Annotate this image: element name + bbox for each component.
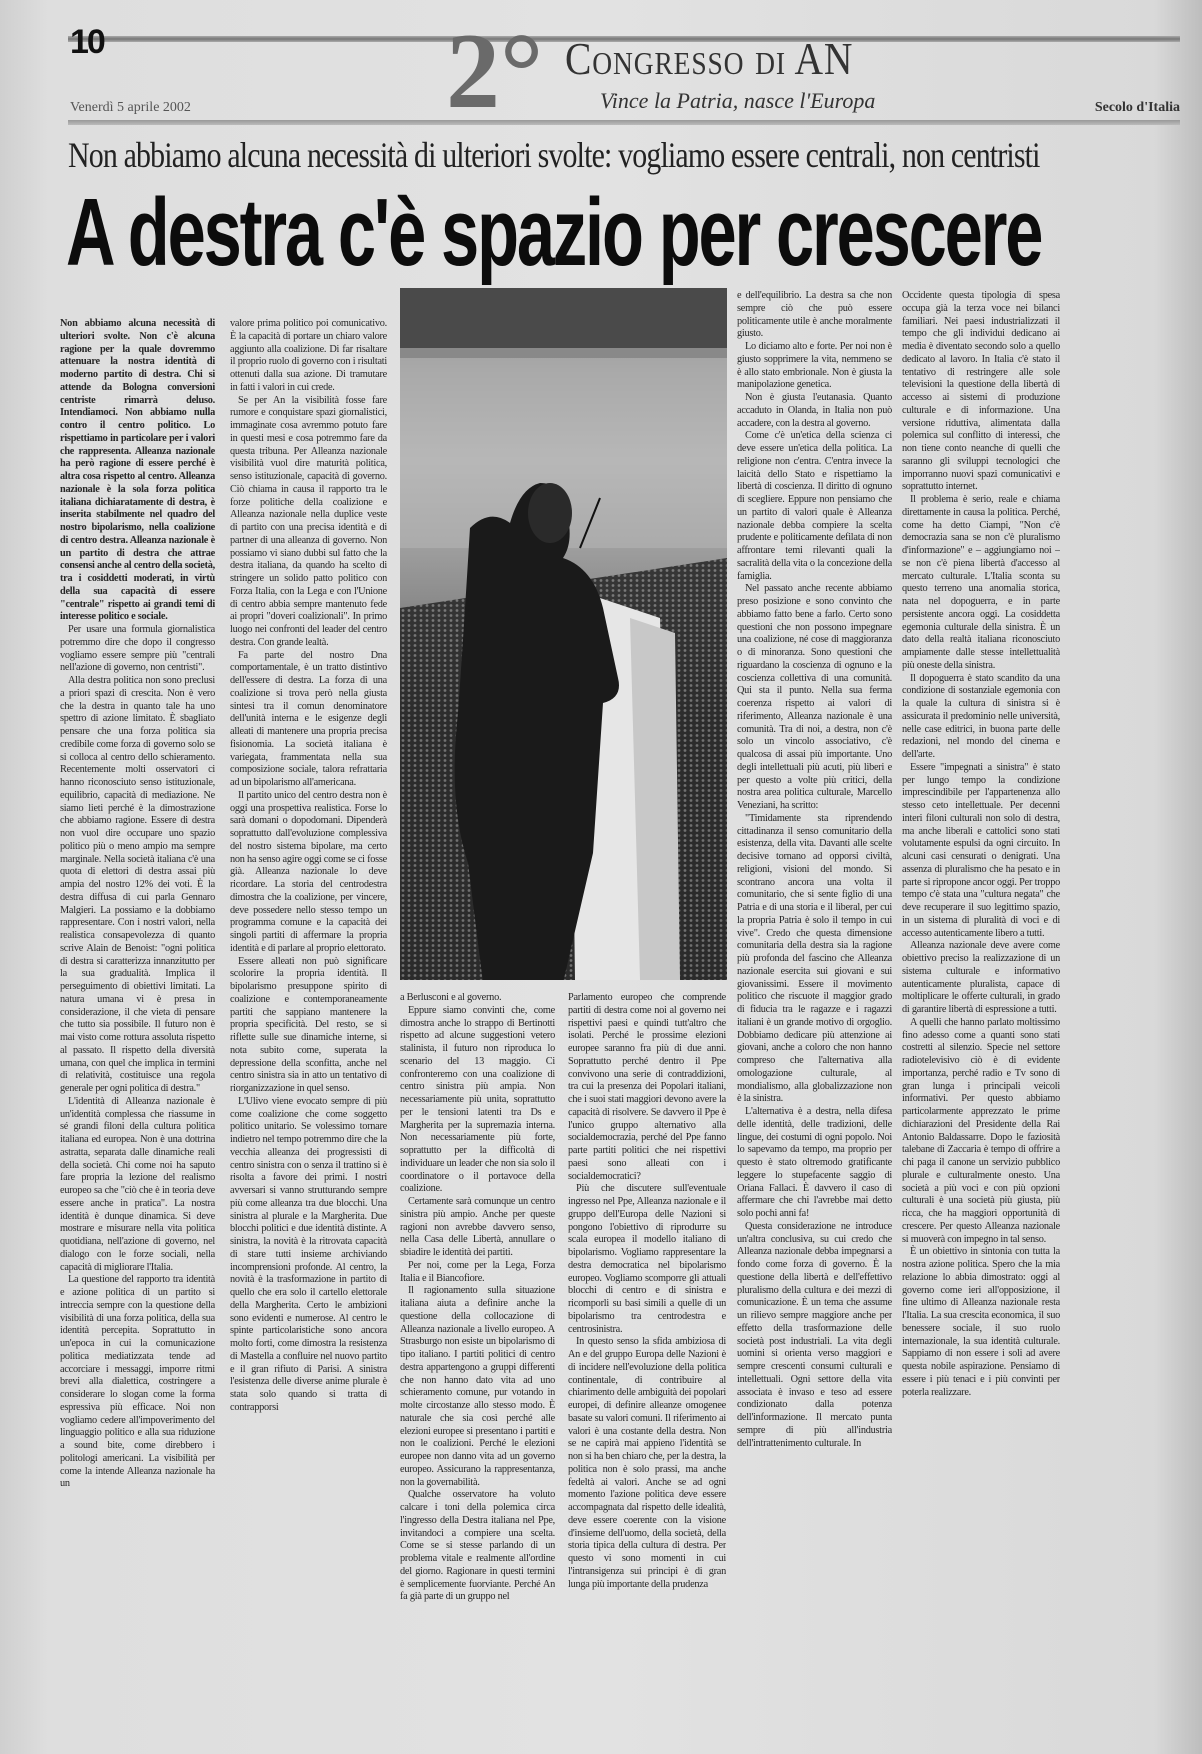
article-paragraph: Il ragionamento sulla situazione italiana aiuta a definire anche la questione della collocazione di Alleanza nazionale a livello europeo. A Strasburgo non esiste un bipolarismo di tipo italiano. I partiti politici di centro destra appartengono a gruppi differenti che non hanno dato vita ad uno schieramento comune, pur votando in molte circostanze allo stesso modo. È naturale che sia così perché alle elezioni europee si presentano i partiti e non le coalizioni. Perché le elezioni europee non danno vita ad un governo europeo. Assicurano la rappresentanza, non la governabilità. xyxy=(400,1285,555,1488)
article-paragraph: Se per An la visibilità fosse fare rumore e conquistare spazi giornalistici, immaginate cosa avremmo potuto fare in questi mesi e cosa potremmo fare da questa tribuna. Per Alleanza nazionale visibilità vuol dire maturità politica, senso istituzionale, capacità di governo. Ciò chiama in causa il rapporto tra le forze politiche della coalizione e Alleanza nazionale nella duplice veste di partito con una precisa identità e di partner di una alleanza di governo. Non possiamo vi siano dubbi sul fatto che la destra italiana, da quando ha scelto di stringere un solido patto politico con Forza Italia, con la Lega e con l'Unione di centro abbia sempre mantenuto fede ai propri "doveri coalizionali". In primo luogo nei confronti del leader del centro destra. Con grande lealtà. xyxy=(230,394,387,648)
article-column-6 xyxy=(902,290,1060,1746)
article-paragraph: L'alternativa è a destra, nella difesa delle identità, delle tradizioni, delle lingue, dei costumi di ogni popolo. Noi lo sapevamo da tempo, ma proprio per questo è stato oltremodo gratificante leggere lo stupefacente saggio di Oriana Fallaci. È davvero il caso di affermare che chi l'avrebbe mai detto solo pochi anni fa! xyxy=(737,1106,892,1219)
article-paragraph: "Timidamente sta riprendendo cittadinanza il senso comunitario della esistenza, della vita. Davanti alle scelte decisive tornano ad opporsi civiltà, religioni, visioni del mondo. Si scontrano ancora una volta il comunitario, che si sente figlio di una Patria e di una storia e il liberal, per cui la propria Patria è solo il tempo in cui vive". Credo che questa dimensione comunitaria della destra sia la ragione più profonda del fascino che Alleanza nazionale esercita sui giovani e sui giovanissimi. Essere il movimento politico che riscuote il maggior grado di fiducia tra le ragazze e i ragazzi italiani è un grande motivo di orgoglio. Dobbiamo dedicare più attenzione ai giovani, anche a coloro che non hanno compreso che l'alternativa alla omologazione culturale, al mondialismo, alla globalizzazione non è la sinistra. xyxy=(737,812,892,1105)
article-paragraph: a Berlusconi e al governo. xyxy=(400,992,502,1003)
article-paragraph: Più che discutere sull'eventuale ingresso nel Ppe, Alleanza nazionale e il gruppo dell'Europa delle Nazioni si pongono l'obiettivo di riprodurre su scala europea il modello italiano di bipolarismo. Vogliamo rappresentare la destra democratica nel bipolarismo europeo. Vogliamo scomporre gli attuali blocchi di centro e di sinistra e ricomporli su basi simili a quelle di un bipolarismo tra centrodestra e centrosinistra. xyxy=(568,1183,726,1335)
article-paragraph: Non abbiamo alcuna necessità di ulteriori svolte. Non c'è alcuna ragione per la quale dovremmo attenuare la nostra identità di moderno partito di destra. Chi si attende da Bologna conversioni centriste rimarrà deluso. Intendiamoci. Non abbiamo nulla contro il centro politico. Lo rispettiamo in particolare per i valori che rappresenta. Alleanza nazionale ha però ragione di essere perché è altra cosa rispetto al centro. Alleanza nazionale è la sola forza politica italiana dichiaratamente di destra, è inserita stabilmente nel quadro del nostro bipolarismo, nella coalizione di centro destra. Alleanza nazionale è un partito di destra che attrae consensi anche al centro della società, tra i cosiddetti moderati, in virtù della sua capacità di essere "centrale" rispetto ai grandi temi di interesse politico e sociale. xyxy=(60,318,215,623)
article-paragraph: A quelli che hanno parlato moltissimo fino adesso come a quanti sono stati costretti al silenzio. Specie nel settore radiotelevisivo ciò è di evidente importanza, perché radio e Tv sono di gran lunga i principali veicoli informativi. Per questo abbiamo particolarmente apprezzato le prime dichiarazioni del Presidente della Rai Antonio Baldassarre. Dopo le faziosità talebane di Zaccaria è tempo di offrire a chi paga il canone un servizio pubblico plurale e culturalmente onesto. Una società a più voci e con più opzioni culturali è una società più giusta, più ricca, che ha maggiori opportunità di crescere. Per questo Alleanza nazionale si muoverà con impegno in tal senso. xyxy=(902,1016,1060,1245)
article-paragraph: Il partito unico del centro destra non è oggi una prospettiva realistica. Forse lo sarà domani o dopodomani. Dipenderà soprattutto dall'evoluzione complessiva del nostro sistema bipolare, ma certo non ha senso agire oggi come se ci fosse già. Alleanza nazionale lo deve ricordare. La storia del centrodestra dimostra che la coalizione, per vincere, deve possedere nello stesso tempo un programma comune e la capacità dei singoli partiti di affermare la propria identità e di parlare al proprio elettorato. xyxy=(230,789,387,954)
article-column-1 xyxy=(60,318,215,1746)
article-headline: A destra c'è spazio per crescere xyxy=(66,179,1042,286)
article-column-5 xyxy=(737,290,892,1746)
article-paragraph: Lo diciamo alto e forte. Per noi non è giusto sopprimere la vita, nemmeno se è allo stato embrionale. Non è giusta la manipolazione genetica. xyxy=(737,341,892,391)
newspaper-name: Secolo d'Italia xyxy=(1094,100,1180,115)
article-paragraph: Alla destra politica non sono preclusi a priori spazi di crescita. Non è vero che la destra in quanto tale ha uno spettro di azione limitato. È sbagliato pensare che una forza politica sia credibile come forza di governo solo se si colloca al centro dello schieramento. Recentemente molti osservatori ci hanno riconosciuto senso istituzionale, equilibrio, capacità di mediazione. Ne siamo lieti perché è la dimostrazione che abbiamo ragione. Essere di destra non vuol dire occupare uno spazio politico più o meno ampio ma sempre marginale. Nella società italiana c'è una quota di elettori di destra assai più ampia del nostro 12% dei voti. È la destra diffusa di cui parla Gennaro Malgieri. La possiamo e la dobbiamo rappresentare. Con i nostri valori, nella realistica consapevolezza di quanto scrive Alain de Benoist: "ogni politica di destra si caratterizza innanzitutto per la sua gradualità. Implica il perseguimento di obiettivi limitati. La natura umana vi è presa in considerazione, il che vieta di pensare che tutto sia possibile. Il futuro non è mai visto come rottura assoluta rispetto al passato. Il rispetto della diversità umana, con quel che implica in termini di relatività, costituisce una regola generale per ogni politica di destra." xyxy=(60,675,215,1094)
speaker-at-podium-photo xyxy=(400,288,727,980)
article-paragraph: Parlamento europeo che comprende partiti di destra come noi al governo nei rispettivi paesi e quindi tutt'altro che isolati. Perché le prossime elezioni europee saranno fra più di due anni. Soprattutto perché dentro il Ppe convivono una serie di contraddizioni, tra cui la presenza dei Popolari italiani, che i suoi stati maggiori devono avere la capacità di risolvere. Se davvero il Ppe è l'unico gruppo alternativo alla socialdemocrazia, perché del Ppe fanno parte partiti politici che nei rispettivi paesi sono alleati con i socialdemocratici? xyxy=(568,992,726,1182)
article-column-4 xyxy=(568,992,726,1746)
article-paragraph: Certamente sarà comunque un centro sinistra più ampio. Anche per queste ragioni non avrebbe davvero senso, nella Casa delle Libertà, annullare o sbiadire le identità dei partiti. xyxy=(400,1196,555,1258)
article-paragraph: valore prima politico poi comunicativo. È la capacità di portare un chiaro valore aggiunto alla coalizione. Di far risaltare il proprio ruolo di governo con i risultati ottenuti dalla sua azione. Di tramutare in fatti i valori in cui crede. xyxy=(230,318,387,393)
congress-number: 2° xyxy=(446,12,544,131)
article-paragraph: Eppure siamo convinti che, come dimostra anche lo strappo di Bertinotti rispetto ad alcune suggestioni vetero stalinista, il futuro non riproduca lo scenario del 13 maggio. Ci confronteremo con una coalizione di centro sinistra più ampia. Non necessariamente più unita, soprattutto per le tensioni latenti tra Ds e Margherita per la supremazia interna. Non necessariamente più forte, soprattutto per la difficoltà di individuare un leader che non sia solo il coordinatore o il portavoce della coalizione. xyxy=(400,1004,555,1195)
page-number: 10 xyxy=(70,23,104,61)
article-paragraph: La questione del rapporto tra identità e azione politica di un partito si intreccia sempre con la questione della visibilità di una forza politica, della sua identità percepita. Soprattutto in un'epoca in cui la comunicazione politica mediatizzata tende ad accorciare i messaggi, imporre ritmi brevi alla dialettica, costringere a considerare lo slogan come la forma espressiva più efficace. Noi non vogliamo cedere all'impoverimento del linguaggio politico e alla sua riduzione a sound bite, come direbbero i politologi americani. La visibilità per come la intende Alleanza nazionale ha un xyxy=(60,1274,215,1490)
article-paragraph: Per usare una formula giornalistica potremmo dire che dopo il congresso vogliamo essere sempre più "centrali nell'azione di governo, non centristi". xyxy=(60,624,215,674)
article-paragraph: Occidente questa tipologia di spesa occupa già la terza voce nei bilanci familiari. Nei paesi industrializzati il tempo che gli individui dedicano ai media è diventato secondo solo a quello dedicato al lavoro. In Italia c'è stato il tentativo di restringere alle sole televisioni la questione della libertà di accesso ai sistemi di produzione culturale e di informazione. Una versione riduttiva, alimentata dalla polemica sul conflitto di interessi, che non tiene conto neanche di quelli che saranno gli sviluppi tecnologici che imporranno nuovi spazi comunicativi e soprattutto internet. xyxy=(902,290,1060,493)
section-motto: Vince la Patria, nasce l'Europa xyxy=(600,88,876,113)
article-paragraph: L'identità di Alleanza nazionale è un'identità complessa che riassume in sé grandi filoni della cultura politica italiana ed europea. Non è una dottrina astratta, separata dalle dinamiche reali della società. Chi come noi ha saputo fare propria la lezione del realismo europeo sa che "ciò che è in teoria deve essere anche in pratica". La nostra identità è dunque dinamica. Si deve mostrare e misurare nella vita politica quotidiana, nell'azione di governo, nel dialogo con le forze sociali, nella capacità di migliorare l'Italia. xyxy=(60,1095,215,1273)
article-paragraph: Essere "impegnati a sinistra" è stato per lungo tempo la condizione imprescindibile per l'appartenenza allo stesso ceto intellettuale. Per decenni interi filoni culturali non solo di destra, ma anche liberali e cattolici sono stati volutamente espulsi da ogni circuito. In alcuni casi censurati o denigrati. Una assenza di pluralismo che ha pesato e in parte si ripropone ancor oggi. Per troppo tempo c'è stata una "cultura negata" che deve recuperare il suo legittimo spazio, in un sistema di pluralità di voci e di accesso autenticamente libero a tutti. xyxy=(902,761,1060,939)
section-title: Congresso di AN xyxy=(565,33,854,84)
article-paragraph: Essere alleati non può significare scolorire la propria identità. Il bipolarismo presuppone spirito di coalizione e contemporaneamente partiti che sappiano mantenere la propria specificità. Del resto, se si riflette sulle sue dinamiche interne, si nota subito come, superata la depressione della sconfitta, anche nel centro sinistra sia in atto un tentativo di riorganizzazione in quel senso. xyxy=(230,955,387,1094)
photo-illustration xyxy=(400,288,727,980)
article-paragraph: Alleanza nazionale deve avere come obiettivo preciso la realizzazione di un sistema culturale e informativo autenticamente pluralista, capace di moltiplicare le offerte culturali, in grado di garantire libertà di espressione a tutti. xyxy=(902,940,1060,1015)
article-paragraph: Non è giusta l'eutanasia. Quanto accaduto in Olanda, in Italia non può accadere, con la destra al governo. xyxy=(737,392,892,429)
article-paragraph: Il problema è serio, reale e chiama direttamente in causa la politica. Perché, come ha detto Ciampi, "Non c'è democrazia sana se non c'è pluralismo d'informazione" e – aggiungiamo noi – se non c'è piena libertà d'accesso al mercato culturale. L'Italia sconta su questo terreno una anomalia storica, nata nel dopoguerra, e in parte persistente ancora oggi. La cosiddetta egemonia culturale della sinistra. È un dato della realtà italiana riconosciuto ampiamente dalle stesse intellettualità più oneste della sinistra. xyxy=(902,494,1060,671)
article-paragraph: Il dopoguerra è stato scandito da una condizione di sostanziale egemonia con la quale la cultura di sinistra si è assicurata il predominio nelle università, nelle case editrici, in buona parte delle redazioni, nel mondo del cinema e dell'arte. xyxy=(902,672,1060,760)
article-column-3 xyxy=(400,992,555,1746)
article-paragraph: Come c'è un'etica della scienza ci deve essere un'etica della politica. La religione non c'entra. C'entra invece la laicità dello Stato e rispettiamo la libertà di coscienza. Il diritto di ognuno di scegliere. Eppure non pensiamo che un partito di valori quale è Alleanza nazionale debba compiere la scelta prudente e politicamente defilata di non affrontare temi rilevanti quali la sacralità della vita o la concezione della famiglia. xyxy=(737,430,892,582)
article-paragraph: Nel passato anche recente abbiamo preso posizione e sono convinto che abbiamo fatto bene a farlo. Certo sono questioni che non possono impegnare una coalizione, né cose di maggioranza o di minoranza. Sono questioni che riguardano la coscienza di ognuno e la coscienza collettiva di una comunità. Qui sta il punto. Nella sua ferma coerenza rispetto ai valori di riferimento, Alleanza nazionale è una comunità. Tra di noi, a destra, non c'è solo un vincolo associativo, c'è qualcosa di assai più importante. Uno degli intellettuali più acuti, più liberi e per questo a volte più critici, della nostra area politica culturale, Marcello Veneziani, ha scritto: xyxy=(737,583,892,811)
article-paragraph: e dell'equilibrio. La destra sa che non sempre ciò che può essere politicamente utile è anche moralmente giusto. xyxy=(737,290,892,340)
article-paragraph: Questa considerazione ne introduce un'altra conclusiva, su cui credo che Alleanza nazionale debba impegnarsi a fondo come forza di governo. È la questione della libertà e dell'effettivo pluralismo della cultura e dei mezzi di comunicazione. È un tema che assume un rilievo sempre maggiore anche per effetto della trasformazione delle società post industriali. La vita degli uomini si orienta verso maggiori e sempre crescenti consumi culturali e intellettuali. Ogni settore della vita associata è invaso e teso ad essere condizionato dalla potenza dell'informazione. Il mercato punta sempre di più all'industria dell'intrattenimento culturale. In xyxy=(737,1220,892,1449)
header-bottom-rule xyxy=(68,120,1180,125)
article-paragraph: Qualche osservatore ha voluto calcare i toni della polemica circa l'ingresso della Destra italiana nel Ppe, invitandoci a compiere una scelta. Come se si stesse parlando di un problema vitale e realmente all'ordine del giorno. Ragionare in questi termini è semplicemente fuorviante. Perché An fa già parte di un gruppo nel xyxy=(400,1489,555,1603)
article-subtitle: Non abbiamo alcuna necessità di ulteriori svolte: vogliamo essere centrali, non centristi xyxy=(68,135,1040,175)
article-paragraph: In questo senso la sfida ambiziosa di An e del gruppo Europa delle Nazioni è di incidere nell'evoluzione della politica continentale, di contribuire al chiarimento delle ambiguità dei popolari europei, di definire alleanze omogenee basate su valori comuni. Il riferimento ai valori è una costante della destra. Non se ne capirà mai appieno l'identità se non si ha ben chiaro che, per la destra, la politica non è solo prassi, ma anche fedeltà ai valori. Anche se ad ogni momento l'azione politica deve essere accompagnata dal rispetto delle idealità, deve essere coerente con la visione d'insieme dell'uomo, della società, della storia tipica della cultura di destra. Per questo vi sono momenti in cui l'intransigenza sui principi è di gran lunga più importante della prudenza xyxy=(568,1336,726,1590)
article-paragraph: È un obiettivo in sintonia con tutta la nostra azione politica. Spero che la mia relazione lo abbia dimostrato: oggi al governo come ieri all'opposizione, il fine ultimo di Alleanza nazionale resta l'Italia. La sua crescita economica, il suo benessere sociale, il suo ruolo internazionale, la sua identità culturale. Sappiamo di non essere i soli ad avere questa nobile aspirazione. Pensiamo di essere i più tenaci e i più convinti per poterla realizzare. xyxy=(902,1246,1060,1398)
article-column-2 xyxy=(230,318,387,1746)
article-paragraph: L'Ulivo viene evocato sempre di più come coalizione che come soggetto politico unitario. Se volessimo tornare indietro nel tempo potremmo dire che la vecchia alleanza dei progressisti di centro sinistra con o senza il trattino si è risolta a favore dei primi. I nostri avversari si vanno strutturando sempre più come alleanza tra due blocchi. Una sinistra al plurale e la Margherita. Due blocchi politici e due identità distinte. A sinistra, la novità è la ritrovata capacità di stare tutti insieme archiviando incomprensioni profonde. Al centro, la novità è la trasformazione in partito di quello che era solo il cartello elettorale della Margherita. Certo le ambizioni sono evidenti e numerose. Al centro le spinte particolaristiche sono ancora molto forti, come dimostra la resistenza di Mastella a confluire nel nuovo partito e il gran rifiuto di Parisi. A sinistra l'esistenza delle diverse anime plurale è stata solo quando si tratta di contrapporsi xyxy=(230,1095,387,1413)
issue-date: Venerdì 5 aprile 2002 xyxy=(70,100,191,115)
article-paragraph: Per noi, come per la Lega, Forza Italia e il Biancofiore. xyxy=(400,1259,555,1284)
article-paragraph: Fa parte del nostro Dna comportamentale, è un tratto distintivo dell'essere di destra. La forza di una coalizione si trova però nella giusta sintesi tra il comun denominatore dell'unità interna e le esigenze degli alleati di mantenere una propria precisa fisionomia. La società italiana è variegata, frammentata nella sua composizione sociale, talora refrattaria ad un bipolarismo all'americana. xyxy=(230,649,387,788)
